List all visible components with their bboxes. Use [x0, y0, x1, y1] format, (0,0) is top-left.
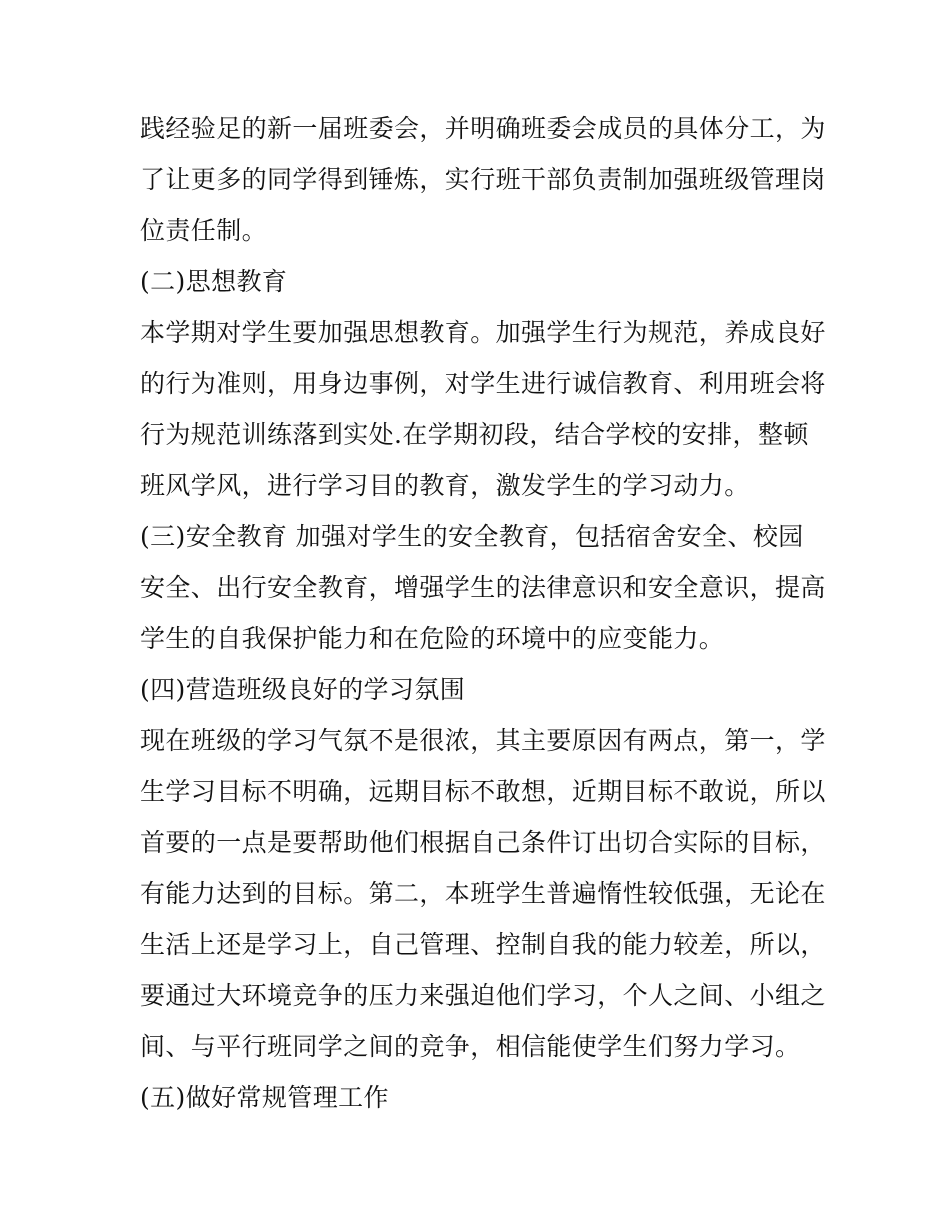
text-line: 有能力达到的目标。第二，本班学生普遍惰性较低强，无论在 [140, 879, 826, 908]
section-heading: (四)营造班级良好的学习氛围 [140, 675, 466, 704]
text-line: 行为规范训练落到实处.在学期初段，结合学校的安排，整顿 [140, 420, 809, 449]
text-line: 安全、出行安全教育，增强学生的法律意识和安全意识，提高 [140, 573, 826, 602]
text-line: 位责任制。 [140, 216, 268, 245]
text-line: 间、与平行班同学之间的竞争，相信能使学生们努力学习。 [140, 1032, 801, 1061]
section-heading: (二)思想教育 [140, 267, 288, 296]
section-heading: (三)安全教育 加强对学生的安全教育，包括宿舍安全、校园 [140, 522, 804, 551]
text-line: 首要的一点是要帮助他们根据自己条件订出切合实际的目标， [140, 828, 826, 857]
text-line: 生学习目标不明确，远期目标不敢想，近期目标不敢说，所以 [140, 777, 826, 806]
text-line: 班风学风，进行学习目的教育，激发学生的学习动力。 [140, 471, 750, 500]
text-line: 现在班级的学习气氛不是很浓，其主要原因有两点，第一，学 [140, 726, 826, 755]
text-line: 学生的自我保护能力和在危险的环境中的应变能力。 [140, 624, 725, 653]
text-line: 践经验足的新一届班委会，并明确班委会成员的具体分工，为 [140, 114, 826, 143]
text-line: 本学期对学生要加强思想教育。加强学生行为规范，养成良好 [140, 318, 826, 347]
text-line: 要通过大环境竞争的压力来强迫他们学习，个人之间、小组之 [140, 981, 826, 1010]
text-line: 了让更多的同学得到锤炼，实行班干部负责制加强班级管理岗 [140, 165, 826, 194]
text-line: 的行为准则，用身边事例，对学生进行诚信教育、利用班会将 [140, 369, 826, 398]
section-heading: (五)做好常规管理工作 [140, 1083, 389, 1112]
text-line: 生活上还是学习上，自己管理、控制自我的能力较差，所以， [140, 930, 826, 959]
